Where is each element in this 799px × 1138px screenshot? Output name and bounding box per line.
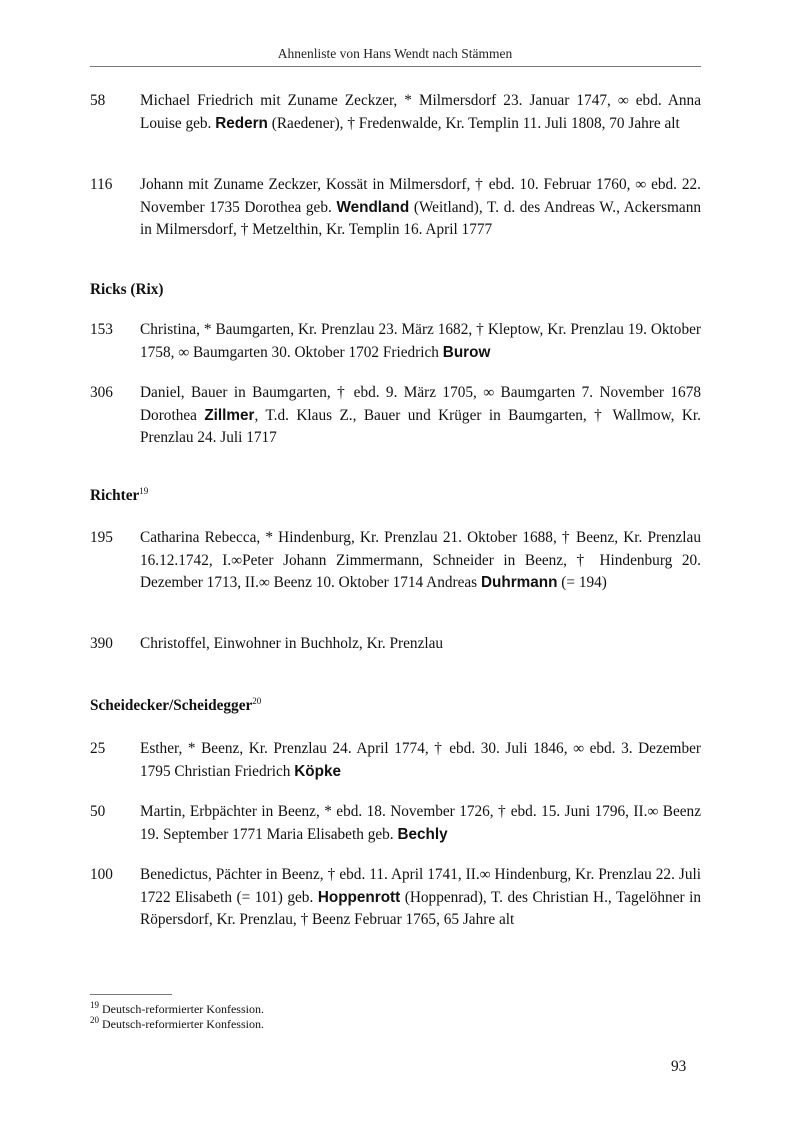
entry-153 bbox=[90, 319, 701, 364]
entry-text: Benedictus, Pächter in Beenz, † ebd. 11. April 1741, II.∞ Hindenburg, Kr. Prenzlau 22. Juli 1722 Elisabeth (= 101) geb. Hoppenrott (Hoppenrad), T. des Christian H., Tagelöhner in Röpersdorf, Kr. Prenzlau, † Beenz Februar 1765, 65 Jahre alt bbox=[140, 866, 701, 928]
footnote-ref: 19 bbox=[139, 485, 149, 496]
entry-58 bbox=[90, 90, 701, 135]
entry-text: Christoffel, Einwohner in Buchholz, Kr. Prenzlau bbox=[140, 635, 444, 652]
entry-number: 116 bbox=[90, 176, 113, 193]
entry-number: 58 bbox=[90, 92, 106, 109]
entry-195 bbox=[90, 527, 701, 595]
header-rule bbox=[90, 66, 701, 67]
entry-number: 306 bbox=[90, 384, 113, 401]
entry-number: 100 bbox=[90, 866, 113, 883]
entry-390 bbox=[90, 633, 701, 656]
entry-100 bbox=[90, 864, 701, 932]
entry-number: 390 bbox=[90, 635, 113, 652]
section-heading-ricks: Ricks (Rix) bbox=[90, 281, 164, 298]
entry-text: Christina, * Baumgarten, Kr. Prenzlau 23. März 1682, † Kleptow, Kr. Prenzlau 19. Oktober 1758, ∞ Baumgarten 30. Oktober 1702 Friedrich Burow bbox=[140, 321, 701, 361]
entry-25 bbox=[90, 738, 701, 783]
section-heading-richter: Richter$^{19}$ bbox=[90, 485, 149, 504]
entry-50 bbox=[90, 801, 701, 846]
entry-text: Michael Friedrich mit Zuname Zeckzer, * Milmersdorf 23. Januar 1747, ∞ ebd. Anna Louise geb. Redern (Raedener), † Fredenwalde, Kr. Templin 11. Juli 1808, 70 Jahre alt bbox=[140, 92, 701, 132]
entry-number: 195 bbox=[90, 529, 113, 546]
entry-text: Johann mit Zuname Zeckzer, Kossät in Milmersdorf, † ebd. 10. Februar 1760, ∞ ebd. 22. November 1735 Dorothea geb. Wendland (Weitland), T. d. des Andreas W., Ackersmann in Milmersdorf, † Metzelthin, Kr. Templin 16. April 1777 bbox=[140, 176, 702, 238]
footnote-rule bbox=[90, 994, 172, 995]
entry-text: Daniel, Bauer in Baumgarten, † ebd. 9. März 1705, ∞ Baumgarten 7. November 1678 Dorothea Zillmer, T.d. Klaus Z., Bauer und Krüger in Baumgarten, † Wallmow, Kr. Prenzlau 24. Juli 1717 bbox=[140, 384, 701, 446]
entry-text: Martin, Erbpächter in Beenz, * ebd. 18. November 1726, † ebd. 15. Juni 1796, II.∞ Beenz 19. September 1771 Maria Elisabeth geb. Bechly bbox=[140, 803, 701, 843]
entry-number: 25 bbox=[90, 740, 106, 757]
footnote-20: $^{20}$ Deutsch-reformierter Konfession. bbox=[90, 1015, 264, 1031]
entry-number: 153 bbox=[90, 321, 113, 338]
entry-text: Esther, * Beenz, Kr. Prenzlau 24. April 1774, † ebd. 30. Juli 1846, ∞ ebd. 3. Dezember 1795 Christian Friedrich Köpke bbox=[140, 740, 701, 780]
footnote-ref: 20 bbox=[252, 695, 262, 706]
footnote-19: $^{19}$ Deutsch-reformierter Konfession. bbox=[90, 1000, 264, 1016]
page-number: 93 bbox=[671, 1058, 687, 1075]
entry-306 bbox=[90, 382, 701, 450]
running-header: Ahnenliste von Hans Wendt nach Stämmen bbox=[277, 46, 513, 61]
section-heading-scheidecker: Scheidecker/Scheidegger$^{20}$ bbox=[90, 695, 262, 714]
entry-116 bbox=[90, 174, 701, 242]
entry-text: Catharina Rebecca, * Hindenburg, Kr. Prenzlau 21. Oktober 1688, † Beenz, Kr. Prenzlau 16.12.1742, I.∞Peter Johann Zimmermann, Schneider in Beenz, † Hindenburg 20. Dezember 1713, II.∞ Beenz 10. Oktober 1714 Andreas Duhrmann (= 194) bbox=[140, 529, 701, 591]
entry-number: 50 bbox=[90, 803, 106, 820]
